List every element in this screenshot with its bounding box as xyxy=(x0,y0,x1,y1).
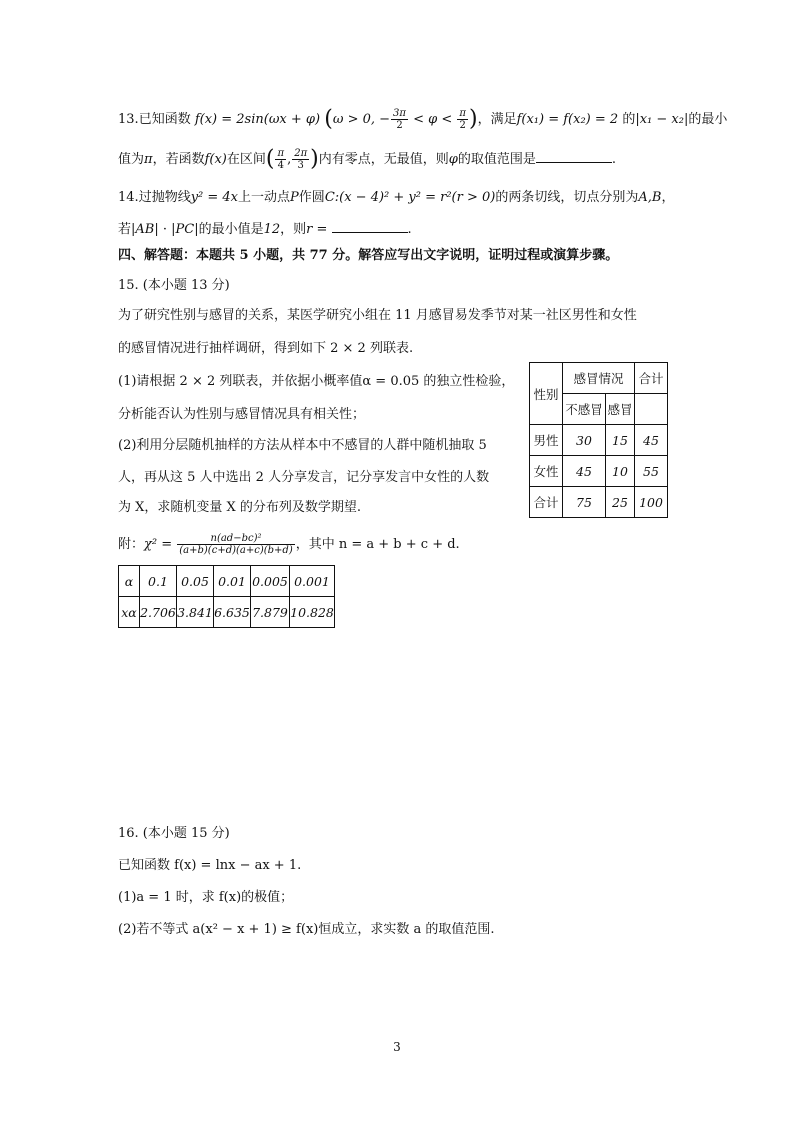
table-row: xα 2.706 3.841 6.635 7.879 10.828 xyxy=(119,597,335,628)
q15-p4: 分析能否认为性别与感冒情况具有相关性； xyxy=(118,407,366,422)
q16-p1: 已知函数 f(x) = lnx − ax + 1. xyxy=(118,858,302,873)
q13-frac-a: $\frac{3\pi}{2}$ xyxy=(393,108,406,131)
q15-p7: 为 X，求随机变量 X 的分布列及数学期望. xyxy=(118,500,362,515)
q16-title: 16. (本小题 15 分) xyxy=(118,826,230,841)
q14-line2: 若|AB| · |PC|的最小值是12，则r = . xyxy=(118,218,412,240)
q15-p6: 人，再从这 5 人中选出 2 人分享发言，记分享发言中女性的人数 xyxy=(118,470,490,485)
header-total: 合计 xyxy=(635,363,668,394)
q15-p5: (2)利用分层随机抽样的方法从样本中不感冒的人群中随机抽取 5 xyxy=(118,438,487,453)
q13-int-b: $\frac{2\pi}{3}$ xyxy=(294,148,308,171)
q15-p2: 的感冒情况进行抽样调研，得到如下 2 × 2 列联表. xyxy=(118,341,414,356)
table-row: α 0.1 0.05 0.01 0.005 0.001 xyxy=(119,566,335,597)
q13-int-a: $\frac{\pi}{4}$ xyxy=(277,148,285,171)
q13-line2: 值为π，若函数f(x)在区间( $\frac{\pi}{4}$ , $\frac{2\pi}{3}$ )内有零点，无最值，则φ的取值范围是 . xyxy=(118,146,617,172)
header-status: 感冒情况 xyxy=(563,363,635,394)
critical-value-table xyxy=(118,565,335,628)
header-no-cold: 不感冒 xyxy=(563,394,606,425)
section4-heading: 四、解答题：本题共 5 小题，共 77 分。解答应写出文字说明，证明过程或演算步骤。 xyxy=(118,248,619,263)
q14-line1: 14.过抛物线y² = 4x上一动点P作圆C:(x − 4)² + y² = r²(r > 0)的两条切线，切点分别为A,B， xyxy=(118,190,675,205)
q15-formula: 附：χ² = $\frac{\text{n(ad−bc)²}}{(a+b)(c+d)(a+c)(b+d)}$ ，其中 n = a + b + c + d. xyxy=(118,533,460,556)
table-row: 男性 30 15 45 xyxy=(530,425,668,456)
q13-line1: 13.已知函数 f(x) = 2sin(ωx + φ) (ω > 0, − $\frac{3\pi}{2}$ < φ < $\frac{\pi}{2}$ )，满足f(x₁) = f(x₂) = 2 的|x₁ − x₂|的最小 xyxy=(118,106,728,132)
table-row: 女性 45 10 55 xyxy=(530,456,668,487)
q14-answer-blank[interactable] xyxy=(332,218,408,233)
q16-p2: (1)a = 1 时，求 f(x)的极值； xyxy=(118,890,294,905)
header-cold: 感冒 xyxy=(606,394,635,425)
q13-frac-b: $\frac{\pi}{2}$ xyxy=(459,108,466,131)
contingency-table xyxy=(529,362,668,518)
table-row: 合计 75 25 100 xyxy=(530,487,668,518)
chi-square-fraction: $\frac{\text{n(ad−bc)²}}{(a+b)(c+d)(a+c)(b+d)}$ xyxy=(179,533,293,556)
page-number: 3 xyxy=(393,1040,401,1054)
q15-title: 15. (本小题 13 分) xyxy=(118,278,230,293)
q13-answer-blank[interactable] xyxy=(536,148,612,163)
q15-p3: (1)请根据 2 × 2 列联表，并依据小概率值α = 0.05 的独立性检验， xyxy=(118,374,515,389)
q15-p1: 为了研究性别与感冒的关系，某医学研究小组在 11 月感冒易发季节对某一社区男性和女性 xyxy=(118,308,637,323)
q16-p3: (2)若不等式 a(x² − x + 1) ≥ f(x)恒成立，求实数 a 的取值范围. xyxy=(118,922,495,937)
header-gender: 性别 xyxy=(530,363,563,425)
